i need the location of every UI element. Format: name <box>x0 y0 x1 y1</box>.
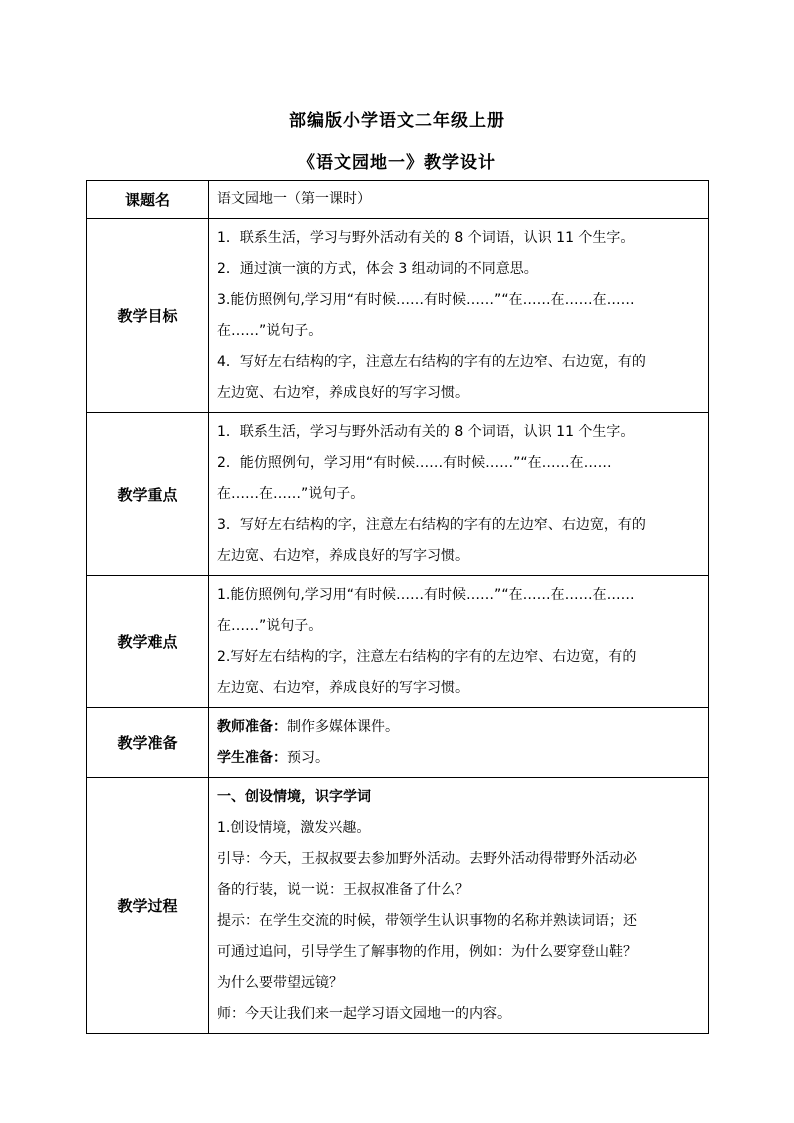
goals-label: 教学目标 <box>87 219 209 413</box>
topic-value: 语文园地一（第一课时） <box>209 181 709 219</box>
goals-content <box>209 219 709 413</box>
student-preparation-text: 预习。 <box>287 750 329 766</box>
process-line: 师：今天让我们来一起学习语文园地一的内容。 <box>217 1006 511 1022</box>
key-points-line: 在……在……”说句子。 <box>217 486 365 502</box>
difficulties-label: 教学难点 <box>87 576 209 708</box>
goals-line: 在……”说句子。 <box>217 323 323 339</box>
teacher-preparation <box>217 712 702 743</box>
key-points-content <box>209 413 709 576</box>
goals-line: 2．通过演一演的方式，体会 3 组动词的不同意思。 <box>217 261 538 277</box>
teacher-preparation-text: 制作多媒体课件。 <box>287 719 399 735</box>
goals-line: 4．写好左右结构的字，注意左右结构的字有的左边窄、右边宽，有的 <box>217 354 646 370</box>
preparation-label: 教学准备 <box>87 708 209 778</box>
process-line: 为什么要带望远镜？ <box>217 975 343 991</box>
key-points-line: 2．能仿照例句，学习用“有时候……有时候……”“在……在…… <box>217 455 612 471</box>
process-content <box>209 778 709 1034</box>
document-subtitle: 《语文园地一》教学设计 <box>298 153 496 173</box>
goals-line: 1．联系生活，学习与野外活动有关的 8 个词语，认识 11 个生字。 <box>217 230 635 246</box>
difficulties-line: 1.能仿照例句,学习用“有时候……有时候……”“在……在……在…… <box>217 587 635 603</box>
key-points-line: 3．写好左右结构的字，注意左右结构的字有的左边窄、右边宽，有的 <box>217 517 646 533</box>
difficulties-line: 2.写好左右结构的字，注意左右结构的字有的左边窄、右边宽，有的 <box>217 649 637 665</box>
process-line: 引导：今天，王叔叔要去参加野外活动。去野外活动得带野外活动必 <box>217 851 637 867</box>
goals-line: 左边宽、右边窄，养成良好的写字习惯。 <box>217 385 469 401</box>
table-row-difficulties <box>87 576 709 708</box>
goals-line: 3.能仿照例句,学习用“有时候……有时候……”“在……在……在…… <box>217 292 635 308</box>
process-label: 教学过程 <box>87 778 209 1034</box>
difficulties-line: 左边宽、右边窄，养成良好的写字习惯。 <box>217 680 469 696</box>
lesson-plan-table <box>86 180 709 1034</box>
difficulties-line: 在……”说句子。 <box>217 618 323 634</box>
process-line: 可通过追问，引导学生了解事物的作用，例如：为什么要穿登山鞋？ <box>217 944 637 960</box>
key-points-line: 左边宽、右边窄，养成良好的写字习惯。 <box>217 548 469 564</box>
table-row-preparation <box>87 708 709 778</box>
table-row-topic <box>87 181 709 219</box>
key-points-line: 1．联系生活，学习与野外活动有关的 8 个词语，认识 11 个生字。 <box>217 424 635 440</box>
process-line: 提示：在学生交流的时候，带领学生认识事物的名称并熟读词语；还 <box>217 913 637 929</box>
student-preparation <box>217 743 702 774</box>
difficulties-content <box>209 576 709 708</box>
topic-label: 课题名 <box>87 181 209 219</box>
teacher-preparation-label: 教师准备： <box>217 719 287 735</box>
process-line: 备的行装，说一说：王叔叔准备了什么？ <box>217 882 469 898</box>
table-row-process <box>87 778 709 1034</box>
document-title: 部编版小学语文二年级上册 <box>289 111 505 131</box>
table-row-goals <box>87 219 709 413</box>
process-line: 1.创设情境，激发兴趣。 <box>217 820 371 836</box>
preparation-content <box>209 708 709 778</box>
table-row-key-points <box>87 413 709 576</box>
student-preparation-label: 学生准备： <box>217 750 287 766</box>
key-points-label: 教学重点 <box>87 413 209 576</box>
process-heading: 一、创设情境，识字学词 <box>217 789 371 805</box>
